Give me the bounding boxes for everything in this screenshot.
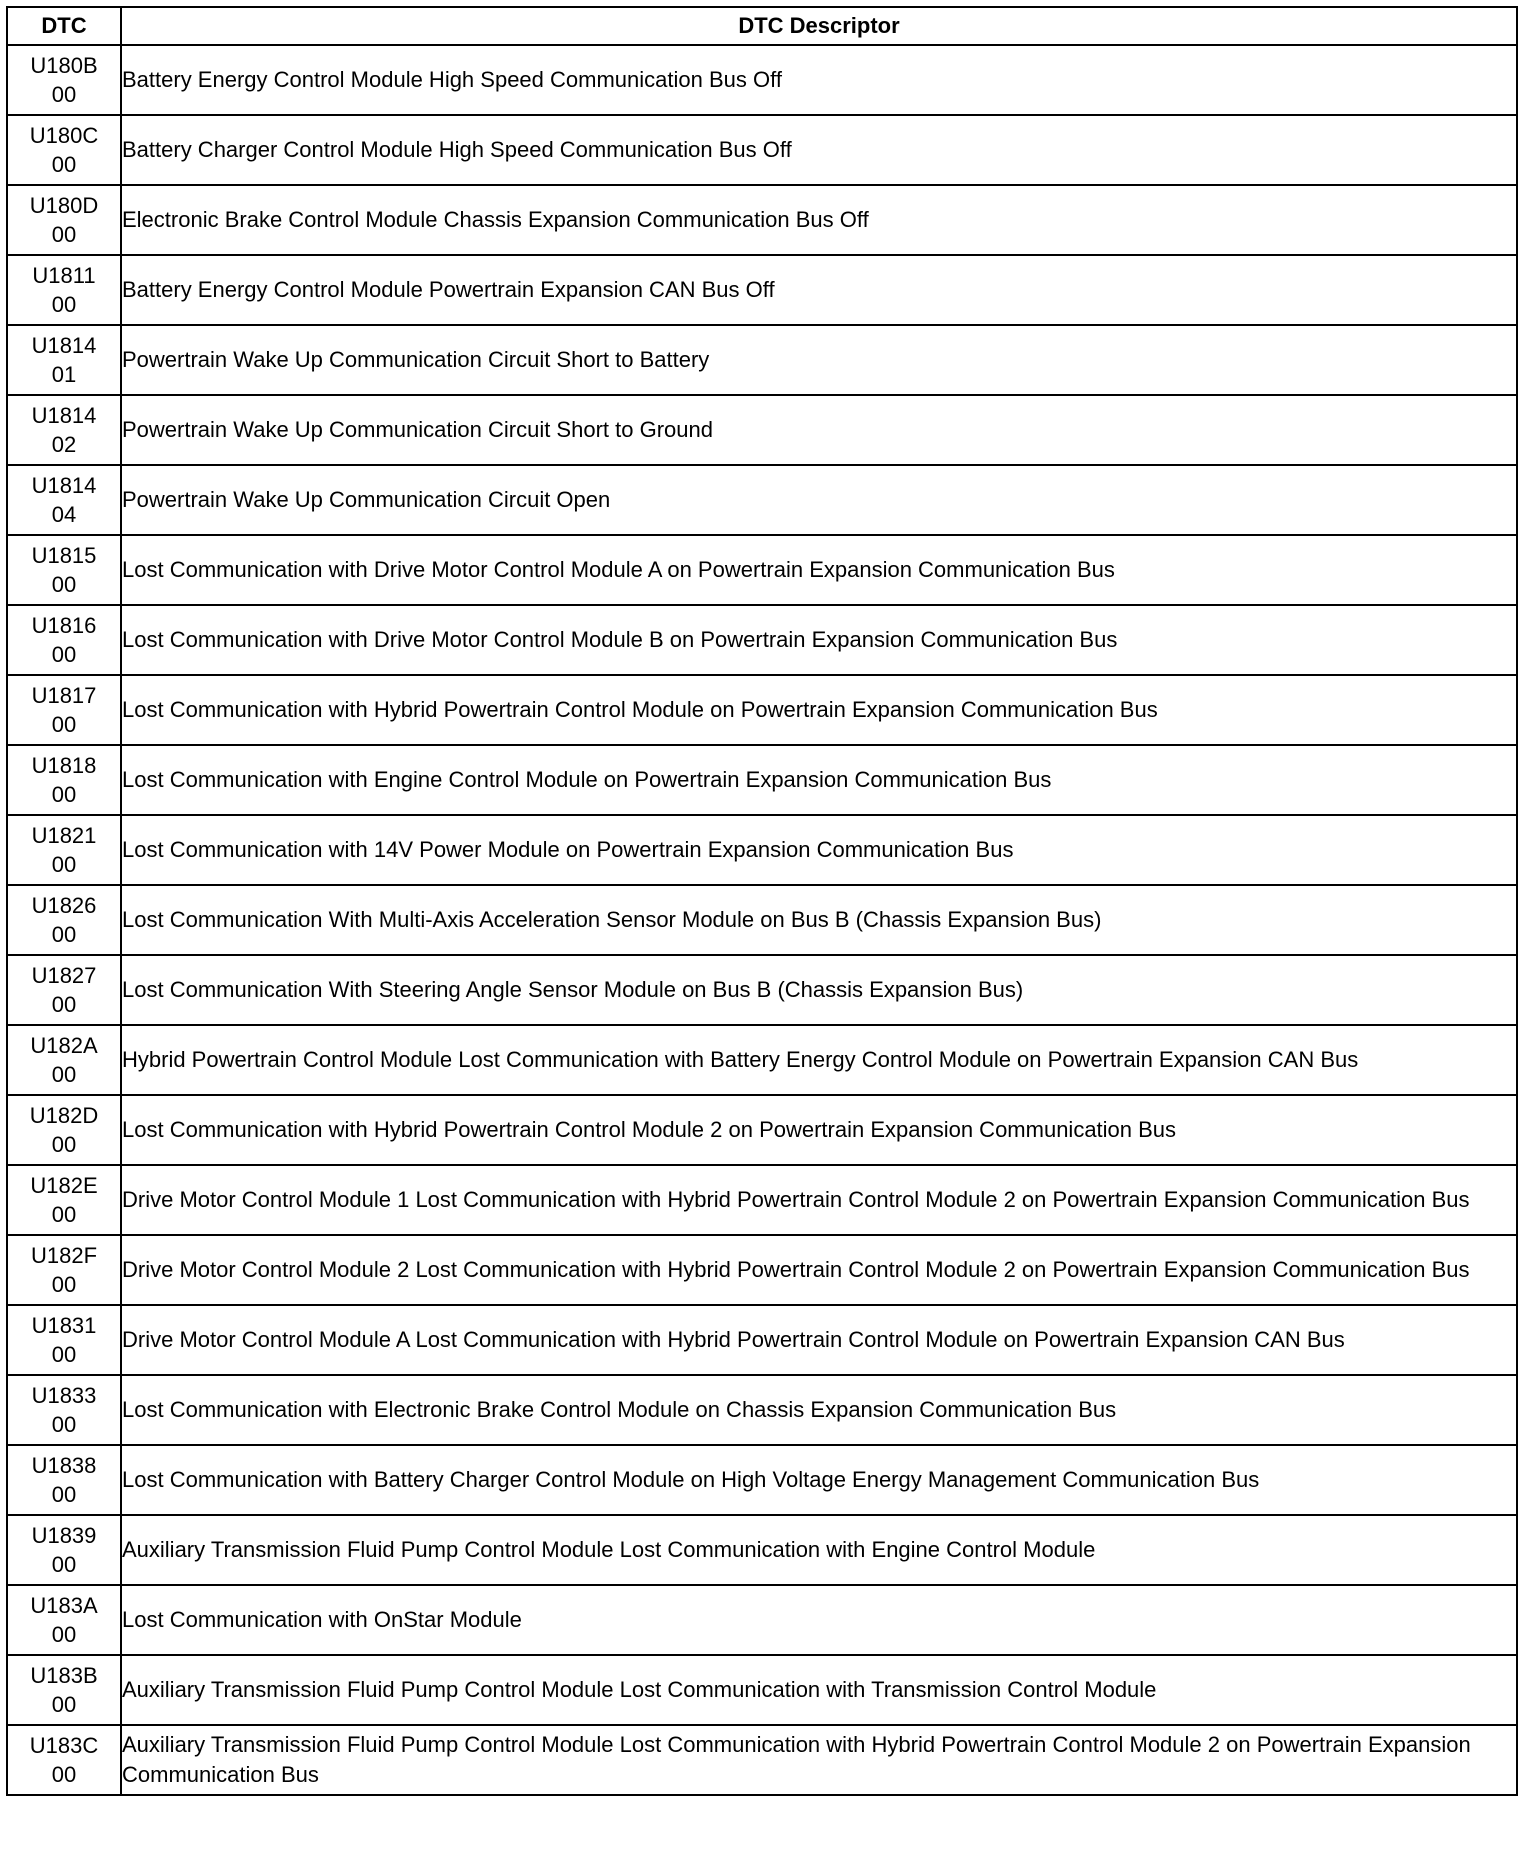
dtc-code: U1814 — [31, 473, 97, 498]
dtc-code: U1839 — [31, 1523, 97, 1548]
dtc-code-cell — [7, 1305, 121, 1375]
table-row — [7, 605, 1517, 675]
dtc-code-cell — [7, 395, 121, 465]
dtc-descriptor: Lost Communication with Hybrid Powertrain Control Module on Powertrain Expansion Communication Bus — [121, 675, 1517, 745]
dtc-symptom-byte: 00 — [51, 292, 77, 317]
dtc-code: U183A — [30, 1593, 98, 1618]
dtc-code: U1811 — [32, 263, 96, 288]
dtc-symptom-byte: 00 — [51, 1342, 77, 1367]
dtc-code-cell — [7, 815, 121, 885]
dtc-symptom-byte: 00 — [51, 82, 77, 107]
table-row — [7, 1305, 1517, 1375]
dtc-code-cell — [7, 1515, 121, 1585]
dtc-symptom-byte: 00 — [51, 152, 77, 177]
table-row — [7, 675, 1517, 745]
dtc-code-cell — [7, 45, 121, 115]
table-row — [7, 1095, 1517, 1165]
dtc-code-cell — [7, 325, 121, 395]
dtc-code-cell — [7, 465, 121, 535]
table-row — [7, 1445, 1517, 1515]
table-row — [7, 1235, 1517, 1305]
dtc-code-cell — [7, 1585, 121, 1655]
table-row — [7, 185, 1517, 255]
table-row — [7, 325, 1517, 395]
dtc-code-cell — [7, 675, 121, 745]
dtc-code-cell — [7, 1655, 121, 1725]
table-row — [7, 465, 1517, 535]
table-header-row — [7, 7, 1517, 45]
dtc-descriptor: Lost Communication With Multi-Axis Acceleration Sensor Module on Bus B (Chassis Expansion Bus) — [121, 885, 1517, 955]
dtc-code: U1831 — [31, 1313, 97, 1338]
dtc-code-cell — [7, 1375, 121, 1445]
dtc-code-cell — [7, 885, 121, 955]
dtc-code-cell — [7, 605, 121, 675]
dtc-code-cell — [7, 1025, 121, 1095]
dtc-descriptor: Drive Motor Control Module 2 Lost Communication with Hybrid Powertrain Control Module 2 on Powertrain Expansion Communication Bus — [121, 1235, 1517, 1305]
dtc-descriptor: Battery Energy Control Module High Speed Communication Bus Off — [121, 45, 1517, 115]
table-row — [7, 115, 1517, 185]
dtc-symptom-byte: 00 — [51, 222, 77, 247]
dtc-symptom-byte: 00 — [51, 1552, 77, 1577]
dtc-code: U1817 — [31, 683, 97, 708]
header-dtc-descriptor: DTC Descriptor — [121, 7, 1517, 45]
dtc-symptom-byte: 00 — [51, 572, 77, 597]
dtc-symptom-byte: 00 — [51, 642, 77, 667]
dtc-descriptor: Lost Communication with Electronic Brake Control Module on Chassis Expansion Communication Bus — [121, 1375, 1517, 1445]
table-row — [7, 535, 1517, 605]
dtc-code-cell — [7, 1445, 121, 1515]
dtc-symptom-byte: 00 — [51, 712, 77, 737]
dtc-descriptor: Lost Communication With Steering Angle Sensor Module on Bus B (Chassis Expansion Bus) — [121, 955, 1517, 1025]
dtc-descriptor: Lost Communication with Hybrid Powertrain Control Module 2 on Powertrain Expansion Communication Bus — [121, 1095, 1517, 1165]
dtc-code-cell — [7, 185, 121, 255]
dtc-descriptor: Auxiliary Transmission Fluid Pump Control Module Lost Communication with Transmission Control Module — [121, 1655, 1517, 1725]
table-row — [7, 955, 1517, 1025]
dtc-descriptor: Lost Communication with 14V Power Module on Powertrain Expansion Communication Bus — [121, 815, 1517, 885]
dtc-code: U1833 — [31, 1383, 97, 1408]
table-row — [7, 815, 1517, 885]
table-row — [7, 1025, 1517, 1095]
dtc-descriptor: Electronic Brake Control Module Chassis Expansion Communication Bus Off — [121, 185, 1517, 255]
dtc-descriptor: Auxiliary Transmission Fluid Pump Control Module Lost Communication with Engine Control Module — [121, 1515, 1517, 1585]
table-row — [7, 1725, 1517, 1795]
dtc-symptom-byte: 00 — [51, 1272, 77, 1297]
dtc-code-cell — [7, 1165, 121, 1235]
dtc-descriptor: Powertrain Wake Up Communication Circuit Short to Battery — [121, 325, 1517, 395]
dtc-symptom-byte: 02 — [51, 432, 77, 457]
table-row — [7, 1585, 1517, 1655]
dtc-descriptor: Lost Communication with OnStar Module — [121, 1585, 1517, 1655]
dtc-code: U1814 — [31, 333, 97, 358]
dtc-descriptor: Drive Motor Control Module 1 Lost Communication with Hybrid Powertrain Control Module 2 on Powertrain Expansion Communication Bus — [121, 1165, 1517, 1235]
dtc-symptom-byte: 04 — [51, 502, 77, 527]
dtc-code: U1838 — [31, 1453, 97, 1478]
dtc-symptom-byte: 00 — [51, 1062, 77, 1087]
dtc-code-cell — [7, 955, 121, 1025]
dtc-descriptor: Lost Communication with Battery Charger Control Module on High Voltage Energy Management Communication Bus — [121, 1445, 1517, 1515]
dtc-symptom-byte: 00 — [51, 1692, 77, 1717]
dtc-symptom-byte: 00 — [51, 1132, 77, 1157]
dtc-code-cell — [7, 1095, 121, 1165]
dtc-code-cell — [7, 535, 121, 605]
dtc-symptom-byte: 00 — [51, 1482, 77, 1507]
dtc-code: U1815 — [31, 543, 97, 568]
table-row — [7, 1515, 1517, 1585]
dtc-descriptor: Battery Energy Control Module Powertrain Expansion CAN Bus Off — [121, 255, 1517, 325]
dtc-code-cell — [7, 745, 121, 815]
dtc-symptom-byte: 00 — [51, 922, 77, 947]
dtc-descriptor: Powertrain Wake Up Communication Circuit Short to Ground — [121, 395, 1517, 465]
dtc-descriptor: Drive Motor Control Module A Lost Communication with Hybrid Powertrain Control Module on Powertrain Expansion CAN Bus — [121, 1305, 1517, 1375]
dtc-symptom-byte: 00 — [51, 852, 77, 877]
header-dtc: DTC — [7, 7, 121, 45]
dtc-descriptor: Hybrid Powertrain Control Module Lost Communication with Battery Energy Control Module on Powertrain Expansion CAN Bus — [121, 1025, 1517, 1095]
dtc-descriptor: Powertrain Wake Up Communication Circuit Open — [121, 465, 1517, 535]
dtc-code: U180B — [30, 53, 98, 78]
dtc-table — [6, 6, 1518, 1796]
dtc-code: U182E — [30, 1173, 98, 1198]
dtc-code: U1816 — [31, 613, 97, 638]
table-row — [7, 745, 1517, 815]
dtc-symptom-byte: 01 — [51, 362, 77, 387]
table-row — [7, 395, 1517, 465]
dtc-code: U182D — [29, 1103, 99, 1128]
dtc-code: U182F — [30, 1243, 98, 1268]
dtc-code: U183B — [30, 1663, 98, 1688]
dtc-code: U183C — [29, 1733, 99, 1758]
table-row — [7, 255, 1517, 325]
dtc-symptom-byte: 00 — [51, 1762, 77, 1787]
dtc-symptom-byte: 00 — [51, 1202, 77, 1227]
dtc-code: U1814 — [31, 403, 97, 428]
dtc-code-cell — [7, 1235, 121, 1305]
dtc-code-cell — [7, 1725, 121, 1795]
table-row — [7, 45, 1517, 115]
table-row — [7, 1165, 1517, 1235]
dtc-descriptor: Lost Communication with Engine Control Module on Powertrain Expansion Communication Bus — [121, 745, 1517, 815]
table-body — [7, 45, 1517, 1795]
dtc-code: U1821 — [31, 823, 97, 848]
dtc-code: U1818 — [31, 753, 97, 778]
dtc-code-cell — [7, 255, 121, 325]
dtc-code: U1827 — [31, 963, 97, 988]
dtc-code: U180C — [29, 123, 99, 148]
table-row — [7, 885, 1517, 955]
dtc-symptom-byte: 00 — [51, 992, 77, 1017]
dtc-code-cell — [7, 115, 121, 185]
dtc-code: U180D — [29, 193, 99, 218]
table-row — [7, 1655, 1517, 1725]
dtc-symptom-byte: 00 — [51, 1622, 77, 1647]
dtc-descriptor: Battery Charger Control Module High Speed Communication Bus Off — [121, 115, 1517, 185]
dtc-descriptor: Lost Communication with Drive Motor Control Module B on Powertrain Expansion Communication Bus — [121, 605, 1517, 675]
dtc-descriptor: Lost Communication with Drive Motor Control Module A on Powertrain Expansion Communication Bus — [121, 535, 1517, 605]
dtc-code: U182A — [30, 1033, 98, 1058]
table-row — [7, 1375, 1517, 1445]
dtc-symptom-byte: 00 — [51, 782, 77, 807]
dtc-code: U1826 — [31, 893, 97, 918]
dtc-symptom-byte: 00 — [51, 1412, 77, 1437]
dtc-descriptor: Auxiliary Transmission Fluid Pump Control Module Lost Communication with Hybrid Powertrain Control Module 2 on Powertrain Expansion Communication Bus — [121, 1725, 1517, 1795]
